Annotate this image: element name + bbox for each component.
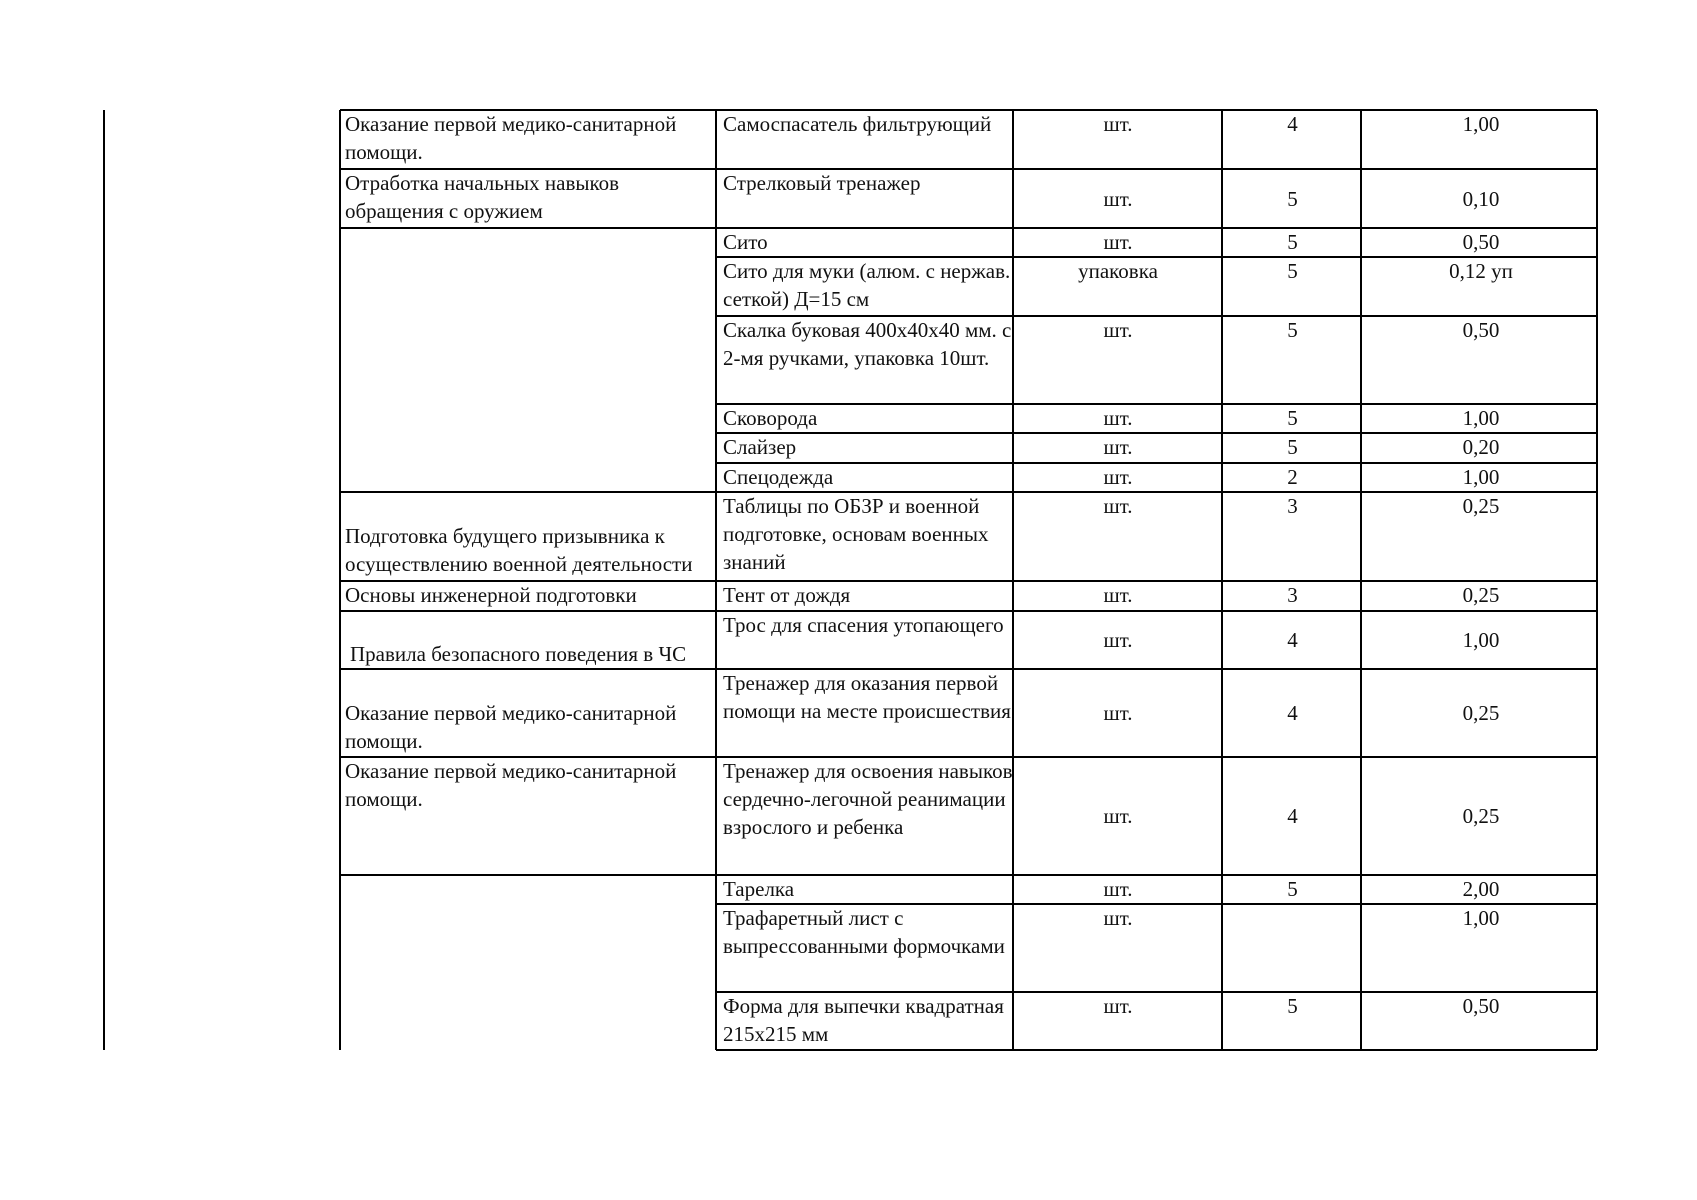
qty-cell: 2 xyxy=(1287,465,1298,489)
item-name-cell: Сковорода xyxy=(723,406,818,430)
value-cell: 0,25 xyxy=(1462,494,1500,518)
item-name-cell: Трос для спасения утопающего xyxy=(723,613,1004,637)
item-name-cell: Самоспасатель фильтрующий xyxy=(723,112,992,136)
unit-cell: шт. xyxy=(1103,187,1133,211)
item-name-cell: Форма для выпечки квадратная 215х215 мм xyxy=(723,994,1004,1046)
section-cell: Оказание первой медико-санитарной помощи. xyxy=(345,112,677,164)
qty-cell: 4 xyxy=(1287,701,1298,725)
item-name-cell: Тарелка xyxy=(723,877,795,901)
section-cell: Подготовка будущего призывника к осуществлению военной деятельности xyxy=(345,524,693,576)
value-cell: 0,25 xyxy=(1462,804,1500,828)
qty-cell: 5 xyxy=(1287,877,1298,901)
unit-cell: шт. xyxy=(1103,406,1133,430)
item-name-cell: Сито для муки (алюм. с нержав. сеткой) Д=15 см xyxy=(723,259,1011,311)
value-cell: 0,25 xyxy=(1462,701,1500,725)
qty-cell: 3 xyxy=(1287,583,1298,607)
item-name-cell: Трафаретный лист с выпрессованными формочками xyxy=(723,906,1005,958)
value-cell: 1,00 xyxy=(1462,628,1500,652)
unit-cell: упаковка xyxy=(1078,259,1158,283)
unit-cell: шт. xyxy=(1103,994,1133,1018)
item-name-cell: Таблицы по ОБЗР и военной подготовке, основам военных знаний xyxy=(723,494,989,574)
unit-cell: шт. xyxy=(1103,583,1133,607)
item-name-cell: Тренажер для оказания первой помощи на месте происшествия xyxy=(723,671,1011,723)
item-name-cell: Слайзер xyxy=(723,435,797,459)
value-cell: 0,10 xyxy=(1462,187,1500,211)
value-cell: 1,00 xyxy=(1462,465,1500,489)
item-name-cell: Тренажер для освоения навыков сердечно-легочной реанимации взрослого и ребенка xyxy=(723,759,1013,839)
qty-cell: 5 xyxy=(1287,187,1298,211)
section-cell: Основы инженерной подготовки xyxy=(345,583,637,607)
unit-cell: шт. xyxy=(1103,701,1133,725)
item-name-cell: Тент от дождя xyxy=(723,583,851,607)
value-cell: 1,00 xyxy=(1462,406,1500,430)
qty-cell: 4 xyxy=(1287,112,1298,136)
qty-cell: 5 xyxy=(1287,318,1298,342)
section-cell: Оказание первой медико-санитарной помощи. xyxy=(345,701,677,753)
value-cell: 0,50 xyxy=(1462,994,1500,1018)
unit-cell: шт. xyxy=(1103,112,1133,136)
unit-cell: шт. xyxy=(1103,435,1133,459)
qty-cell: 3 xyxy=(1287,494,1298,518)
qty-cell: 5 xyxy=(1287,435,1298,459)
item-name-cell: Спецодежда xyxy=(723,465,834,489)
section-cell: Отработка начальных навыков обращения с оружием xyxy=(345,171,620,223)
section-cell: Оказание первой медико-санитарной помощи. xyxy=(345,759,677,811)
qty-cell: 5 xyxy=(1287,230,1298,254)
section-cell: Правила безопасного поведения в ЧС xyxy=(350,642,687,666)
unit-cell: шт. xyxy=(1103,628,1133,652)
qty-cell: 4 xyxy=(1287,628,1298,652)
qty-cell: 5 xyxy=(1287,259,1298,283)
unit-cell: шт. xyxy=(1103,318,1133,342)
value-cell: 0,25 xyxy=(1462,583,1500,607)
item-name-cell: Сито xyxy=(723,230,768,254)
unit-cell: шт. xyxy=(1103,906,1133,930)
unit-cell: шт. xyxy=(1103,494,1133,518)
unit-cell: шт. xyxy=(1103,804,1133,828)
unit-cell: шт. xyxy=(1103,465,1133,489)
value-cell: 1,00 xyxy=(1462,906,1500,930)
qty-cell: 4 xyxy=(1287,804,1298,828)
item-name-cell: Скалка буковая 400х40х40 мм. с 2-мя ручками, упаковка 10шт. xyxy=(723,318,1012,370)
value-cell: 0,20 xyxy=(1462,435,1500,459)
qty-cell: 5 xyxy=(1287,406,1298,430)
value-cell: 0,12 уп xyxy=(1449,259,1513,283)
value-cell: 0,50 xyxy=(1462,318,1500,342)
unit-cell: шт. xyxy=(1103,877,1133,901)
value-cell: 0,50 xyxy=(1462,230,1500,254)
value-cell: 2,00 xyxy=(1462,877,1500,901)
qty-cell: 5 xyxy=(1287,994,1298,1018)
item-name-cell: Стрелковый тренажер xyxy=(723,171,921,195)
value-cell: 1,00 xyxy=(1462,112,1500,136)
unit-cell: шт. xyxy=(1103,230,1133,254)
